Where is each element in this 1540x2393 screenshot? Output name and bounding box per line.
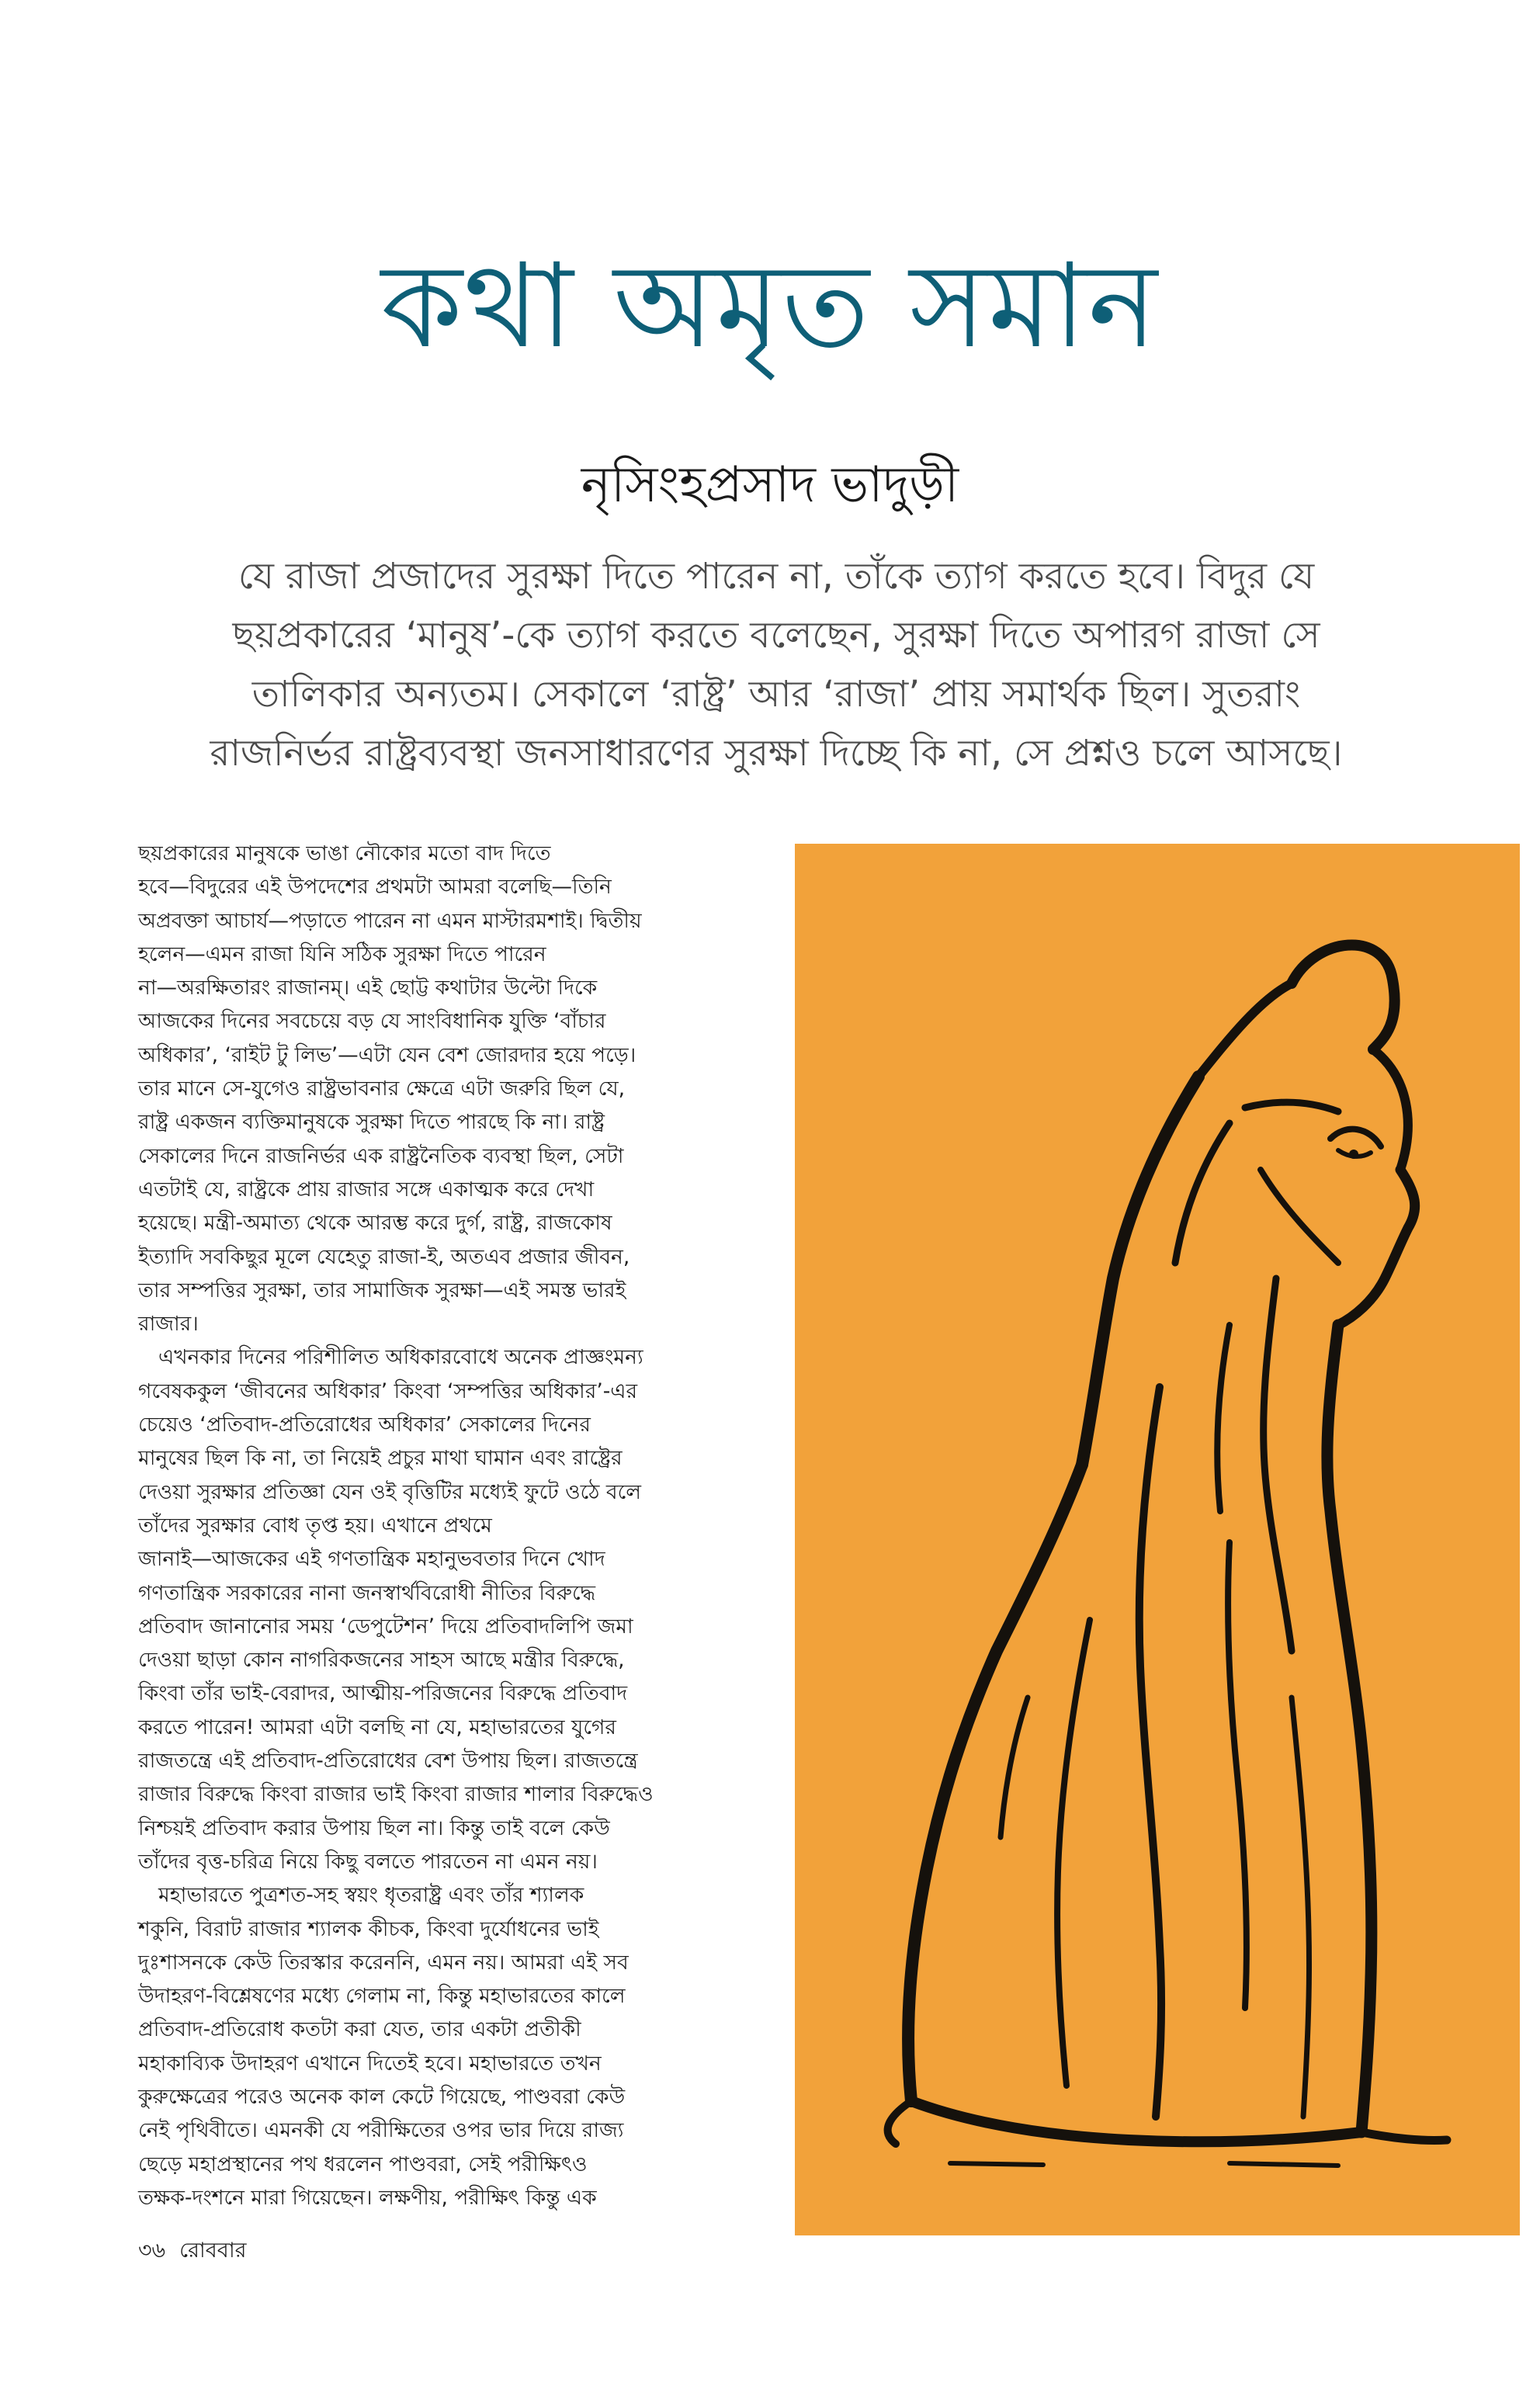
body-line: দেওয়া ছাড়া কোন নাগরিকজনের সাহস আছে মন্ত্রীর বিরুদ্ধে, (138, 1648, 625, 1673)
standfirst-line: ছয়প্রকারের ‘মানুষ’-কে ত্যাগ করতে বলেছেন, সুরক্ষা দিতে অপারগ রাজা সে (232, 614, 1320, 657)
standfirst-line: যে রাজা প্রজাদের সুরক্ষা দিতে পারেন না, তাঁকে ত্যাগ করতে হবে। বিদুর যে (238, 555, 1315, 598)
body-line: দুঃশাসনকে কেউ তিরস্কার করেননি, এমন নয়। আমরা এই সব (138, 1950, 629, 1975)
body-line: শকুনি, বিরাট রাজার শ্যালক কীচক, কিংবা দুর্যোধনের ভাই (138, 1916, 599, 1941)
standfirst (147, 547, 1405, 783)
body-line: দেওয়া সুরক্ষার প্রতিজ্ঞা যেন ওই বৃত্তিটির মধ্যেই ফুটে ওঠে বলে (138, 1479, 641, 1504)
body-line: সেকালের দিনে রাজনির্ভর এক রাষ্ট্রনৈতিক ব্যবস্থা ছিল, সেটা (138, 1143, 624, 1168)
body-line: হয়েছে। মন্ত্রী-অমাত্য থেকে আরম্ভ করে দুর্গ, রাষ্ট্র, রাজকোষ (138, 1211, 612, 1236)
body-line: কিংবা তাঁর ভাই-বেরাদর, আত্মীয়-পরিজনের বিরুদ্ধে প্রতিবাদ (138, 1681, 628, 1706)
body-line: জানাই—আজকের এই গণতান্ত্রিক মহানুভবতার দিনে খোদ (138, 1547, 605, 1572)
standfirst-line: তালিকার অন্যতম। সেকালে ‘রাষ্ট্র’ আর ‘রাজা’ প্রায় সমার্থক ছিল। সুতরাং (251, 673, 1301, 716)
body-line: তক্ষক-দংশনে মারা গিয়েছেন। লক্ষণীয়, পরীক্ষিৎ কিন্তু এক (138, 2185, 597, 2210)
body-line: হলেন—এমন রাজা যিনি সঠিক সুরক্ষা দিতে পারেন (138, 942, 546, 966)
body-line: গবেষককুল ‘জীবনের অধিকার’ কিংবা ‘সম্পত্তির অধিকার’-এর (138, 1379, 638, 1403)
body-line: তার সম্পত্তির সুরক্ষা, তার সামাজিক সুরক্ষা—এই সমস্ত ভারই (138, 1278, 626, 1302)
author-name: নৃসিংহপ্রসাদ ভাদুড়ী (581, 456, 959, 514)
page-number: ৩৬ (138, 2239, 166, 2263)
hunched-cloaked-figure-icon (795, 844, 1520, 2235)
page-folio (138, 2235, 247, 2266)
standfirst-line: রাজনির্ভর রাষ্ট্রব্যবস্থা জনসাধারণের সুরক্ষা দিচ্ছে কি না, সে প্রশ্নও চলে আসছে। (210, 732, 1343, 775)
body-line: তাঁদের সুরক্ষার বোধ তৃপ্ত হয়। এখানে প্রথমে (138, 1513, 492, 1538)
body-line: উদাহরণ-বিশ্লেষণের মধ্যে গেলাম না, কিন্তু মহাভারতের কালে (138, 1984, 626, 2009)
body-line: অধিকার’, ‘রাইট টু লিভ’—এটা যেন বেশ জোরদার হয়ে পড়ে। (138, 1042, 636, 1067)
body-line: রাজতন্ত্রে এই প্রতিবাদ-প্রতিরোধের বেশ উপায় ছিল। রাজতন্ত্রে (138, 1749, 638, 1774)
article-title: কথা অমৃত সমান (380, 239, 1160, 374)
body-line: রাষ্ট্র একজন ব্যক্তিমানুষকে সুরক্ষা দিতে পারছে কি না। রাষ্ট্র (138, 1110, 605, 1135)
body-line: মহাকাব্যিক উদাহরণ এখানে দিতেই হবে। মহাভারতে তখন (138, 2051, 602, 2076)
body-line: এতটাই যে, রাষ্ট্রকে প্রায় রাজার সঙ্গে একাত্মক করে দেখা (138, 1177, 595, 1202)
body-line: মহাভারতে পুত্রশত-সহ স্বয়ং ধৃতরাষ্ট্র এবং তাঁর শ্যালক (158, 1883, 584, 1908)
body-line: হবে—বিদুরের এই উপদেশের প্রথমটা আমরা বলেছি—তিনি (138, 875, 612, 900)
body-line: অপ্রবক্তা আচার্য—পড়াতে পারেন না এমন মাস্টারমশাই। দ্বিতীয় (138, 908, 642, 933)
body-line: চেয়েও ‘প্রতিবাদ-প্রতিরোধের অধিকার’ সেকালের দিনের (138, 1413, 591, 1438)
article-illustration (795, 844, 1520, 2235)
body-line: প্রতিবাদ-প্রতিরোধ কতটা করা যেত, তার একটা প্রতীকী (138, 2017, 581, 2042)
article-body (138, 837, 751, 2214)
section-name: রোববার (179, 2239, 247, 2263)
body-line: প্রতিবাদ জানানোর সময় ‘ডেপুটেশন’ দিয়ে প্রতিবাদলিপি জমা (138, 1614, 633, 1639)
body-line: না—অরক্ষিতারং রাজানম্। এই ছোট্ট কথাটার উল্টো দিকে (138, 976, 598, 1001)
body-line: রাজার বিরুদ্ধে কিংবা রাজার ভাই কিংবা রাজার শালার বিরুদ্ধেও (138, 1782, 654, 1807)
body-line: নেই পৃথিবীতে। এমনকী যে পরীক্ষিতের ওপর ভার দিয়ে রাজ্য (138, 2118, 624, 2143)
body-line: রাজার। (138, 1312, 199, 1337)
body-line: ইত্যাদি সবকিছুর মূলে যেহেতু রাজা-ই, অতএব প্রজার জীবন, (138, 1244, 630, 1269)
body-line: গণতান্ত্রিক সরকারের নানা জনস্বার্থবিরোধী নীতির বিরুদ্ধে (138, 1580, 596, 1605)
body-line: নিশ্চয়ই প্রতিবাদ করার উপায় ছিল না। কিন্তু তাই বলে কেউ (138, 1816, 610, 1840)
body-line: মানুষের ছিল কি না, তা নিয়েই প্রচুর মাথা ঘামান এবং রাষ্ট্রের (138, 1446, 623, 1471)
body-line: ছেড়ে মহাপ্রস্থানের পথ ধরলেন পাণ্ডবরা, সেই পরীক্ষিৎও (138, 2152, 588, 2176)
body-line: তাঁদের বৃত্ত-চরিত্র নিয়ে কিছু বলতে পারতেন না এমন নয়। (138, 1849, 598, 1874)
body-line: আজকের দিনের সবচেয়ে বড় যে সাংবিধানিক যুক্তি ‘বাঁচার (138, 1009, 606, 1034)
body-line: তার মানে সে-যুগেও রাষ্ট্রভাবনার ক্ষেত্রে এটা জরুরি ছিল যে, (138, 1077, 626, 1101)
body-line: কুরুক্ষেত্রের পরেও অনেক কাল কেটে গিয়েছে, পাণ্ডবরা কেউ (138, 2084, 626, 2109)
body-line: ছয়প্রকারের মানুষকে ভাঙা নৌকোর মতো বাদ দিতে (138, 841, 551, 865)
body-line: এখনকার দিনের পরিশীলিত অধিকারবোধে অনেক প্রাজ্ঞংমন্য (158, 1345, 643, 1370)
body-line: করতে পারেন! আমরা এটা বলছি না যে, মহাভারতের যুগের (138, 1715, 616, 1739)
